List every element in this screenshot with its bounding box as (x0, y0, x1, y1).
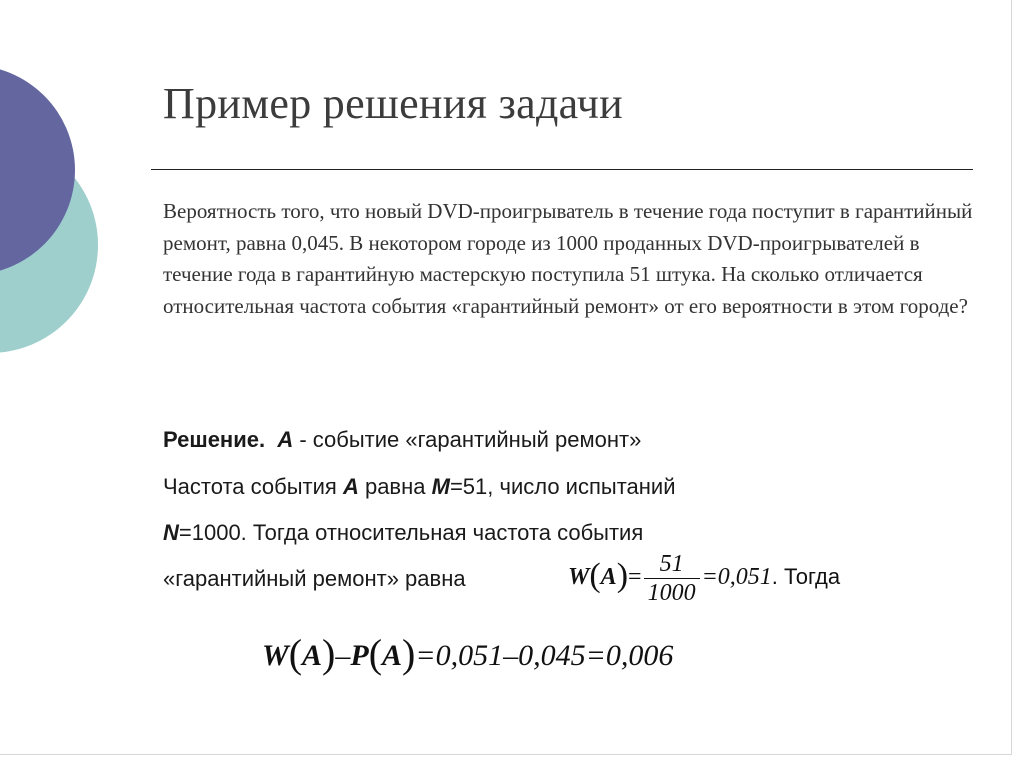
trials-variable: N (163, 520, 179, 545)
solution-line-1 (163, 425, 641, 455)
relative-frequency-formula: W(A)= $\frac{51}{1000}$ =0,051. Тогда (568, 551, 841, 606)
frequency-result: =0,051 (701, 564, 772, 591)
problem-statement: Вероятность того, что новый DVD-проигрыватель в течение года поступит в гарантийный ремонт, равна 0,045. В некотором городе из 1000 проданных DVD-проигрывателей в течение года в гарантийную мастерскую поступила 51 штука. На сколько отличается относительная частота события «гарантийный ремонт» от его вероятности в этом городе? (163, 199, 973, 318)
event-definition: - событие «гарантийный ремонт» (293, 427, 642, 452)
solution-line-4 (163, 564, 466, 594)
minus-sign: – (335, 639, 351, 672)
difference-formula: W(A)–P(A)=0,051–0,045=0,006 (262, 631, 674, 676)
fraction-denominator: 1000 (647, 580, 696, 606)
event-variable: А (277, 427, 294, 452)
w-symbol: W (568, 564, 590, 591)
formula-tail: . Тогда (771, 564, 841, 590)
w-symbol: W (262, 639, 289, 672)
difference-expression: =0,051–0,045=0,006 (415, 639, 674, 672)
solution-line-3 (163, 518, 643, 548)
equals-sign: = (628, 564, 642, 591)
a-symbol: A (382, 639, 403, 672)
line2-text-3: =51, число испытаний (449, 474, 676, 499)
solution-line-2 (163, 472, 676, 502)
a-symbol: A (302, 639, 323, 672)
line2-text-2: равна (358, 474, 432, 499)
line4-text: «гарантийный ремонт» равна (163, 566, 466, 591)
frequency-variable: М (431, 474, 450, 499)
slide-title: Пример решения задачи (163, 79, 624, 128)
line3-text: =1000. Тогда относительная частота события (178, 520, 644, 545)
solution-label: Решение. (163, 427, 266, 452)
event-variable: А (342, 474, 359, 499)
fraction-numerator: 51 (644, 550, 700, 579)
a-symbol: A (600, 564, 617, 591)
p-symbol: P (350, 639, 369, 672)
fraction (644, 550, 700, 607)
title-divider (151, 169, 973, 170)
decorative-circles (0, 0, 110, 420)
line2-text-1: Частота события (163, 474, 343, 499)
